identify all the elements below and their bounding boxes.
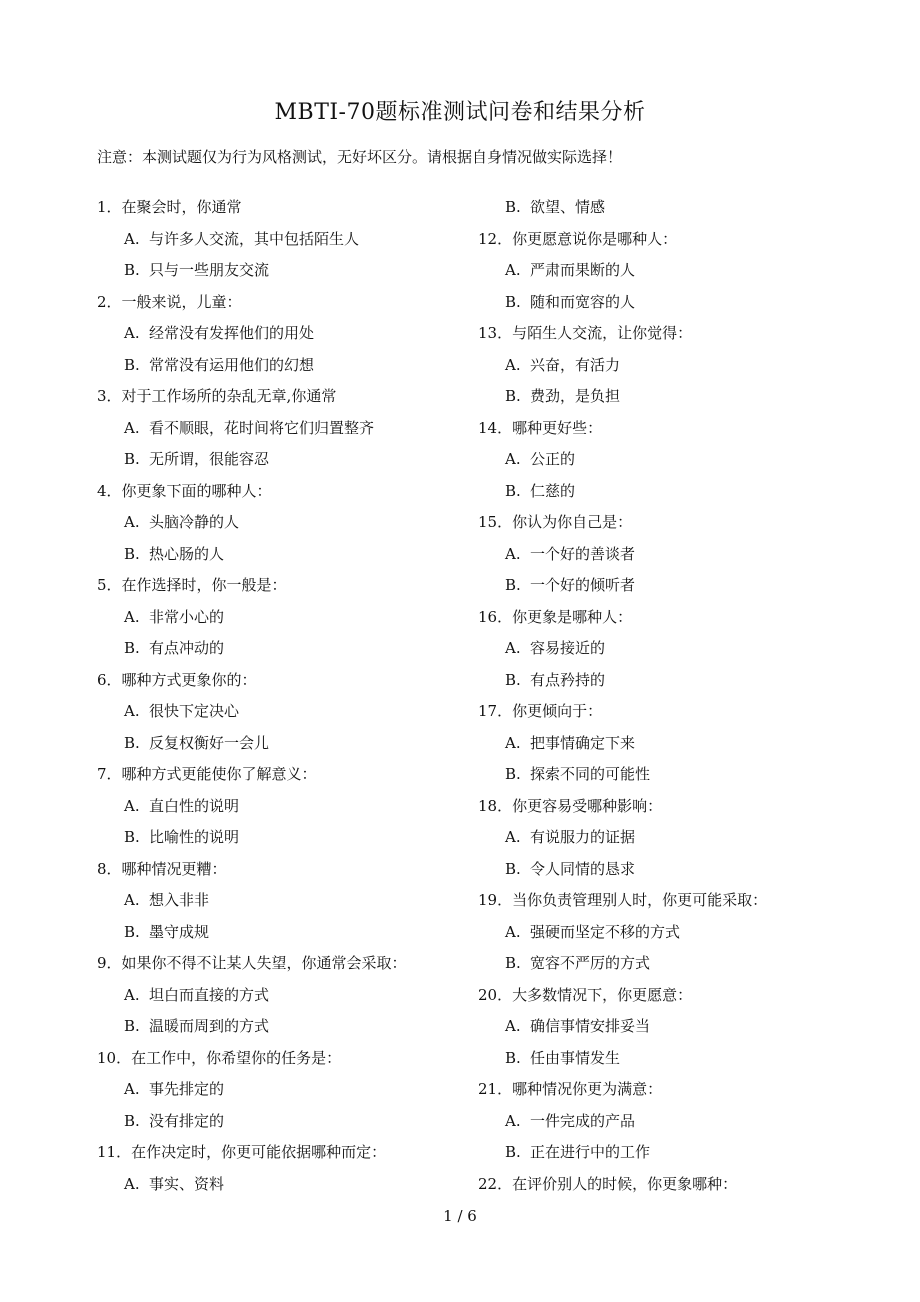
option-text: 确信事情安排妥当 bbox=[530, 1017, 651, 1035]
option-letter: B. bbox=[505, 1048, 521, 1067]
question-item bbox=[478, 413, 767, 445]
option-text: 任由事情发生 bbox=[530, 1048, 621, 1067]
option-text: 反复权衡好一会儿 bbox=[149, 733, 270, 752]
question-text: 在工作中，你希望你的任务是： bbox=[131, 1048, 342, 1067]
question-number: 12． bbox=[478, 229, 513, 248]
option-letter: A. bbox=[505, 544, 521, 563]
answer-option bbox=[97, 1011, 407, 1043]
option-text: 令人同情的恳求 bbox=[530, 859, 636, 878]
answer-option bbox=[478, 633, 767, 665]
option-text: 一个好的善谈者 bbox=[530, 544, 636, 563]
option-letter: B. bbox=[124, 639, 140, 657]
answer-option bbox=[97, 350, 407, 382]
question-text: 一般来说，儿童： bbox=[121, 292, 242, 311]
answer-option bbox=[97, 413, 407, 445]
answer-option bbox=[97, 917, 407, 949]
option-text: 随和而宽容的人 bbox=[530, 292, 636, 311]
option-letter: A. bbox=[505, 450, 521, 468]
answer-option bbox=[97, 885, 407, 917]
answer-option bbox=[478, 192, 767, 224]
question-text: 你更容易受哪种影响： bbox=[512, 796, 663, 815]
answer-option bbox=[97, 1106, 407, 1138]
answer-option bbox=[478, 728, 767, 760]
question-item bbox=[478, 1169, 767, 1201]
question-text: 哪种方式更象你的： bbox=[121, 670, 257, 689]
option-text: 一个好的倾听者 bbox=[530, 576, 636, 594]
option-letter: A. bbox=[505, 1017, 521, 1035]
question-item bbox=[97, 570, 407, 602]
option-letter: A. bbox=[505, 828, 521, 846]
answer-option bbox=[478, 1043, 767, 1075]
answer-option bbox=[478, 854, 767, 886]
answer-option bbox=[478, 381, 767, 413]
question-text: 哪种更好些： bbox=[512, 418, 603, 437]
question-number: 14． bbox=[478, 418, 513, 437]
option-letter: B. bbox=[505, 859, 521, 878]
option-letter: A. bbox=[124, 1174, 140, 1193]
answer-option bbox=[97, 696, 407, 728]
question-item bbox=[97, 948, 407, 980]
question-text: 你更倾向于： bbox=[512, 702, 603, 720]
option-text: 想入非非 bbox=[149, 891, 210, 909]
question-number: 8． bbox=[97, 859, 122, 878]
question-item bbox=[97, 1137, 407, 1169]
option-text: 有点矜持的 bbox=[530, 670, 606, 689]
question-item bbox=[97, 854, 407, 886]
option-letter: A. bbox=[124, 229, 140, 248]
question-column-left bbox=[97, 192, 407, 1200]
question-text: 哪种情况你更为满意： bbox=[512, 1080, 663, 1098]
question-text: 大多数情况下，你更愿意： bbox=[512, 985, 693, 1004]
answer-option bbox=[97, 318, 407, 350]
question-text: 对于工作场所的杂乱无章,你通常 bbox=[121, 387, 337, 405]
option-letter: A. bbox=[124, 513, 140, 531]
option-text: 热心肠的人 bbox=[149, 544, 225, 563]
option-text: 比喻性的说明 bbox=[149, 828, 240, 846]
question-text: 在作决定时，你更可能依据哪种而定： bbox=[131, 1143, 387, 1161]
question-text: 如果你不得不让某人失望，你通常会采取： bbox=[121, 954, 407, 972]
question-item bbox=[478, 318, 767, 350]
option-letter: B. bbox=[505, 198, 521, 216]
question-text: 你更象下面的哪种人： bbox=[121, 481, 272, 500]
question-item bbox=[97, 759, 407, 791]
option-letter: A. bbox=[505, 639, 521, 657]
answer-option bbox=[97, 728, 407, 760]
answer-option bbox=[478, 444, 767, 476]
option-letter: A. bbox=[505, 922, 521, 941]
option-letter: B. bbox=[505, 481, 521, 500]
answer-option bbox=[478, 570, 767, 602]
option-letter: A. bbox=[124, 891, 140, 909]
option-letter: B. bbox=[505, 954, 521, 972]
question-item bbox=[97, 665, 407, 697]
option-text: 与许多人交流，其中包括陌生人 bbox=[149, 229, 360, 248]
option-text: 容易接近的 bbox=[530, 639, 606, 657]
option-text: 事实、资料 bbox=[149, 1174, 225, 1193]
option-letter: B. bbox=[505, 387, 521, 405]
option-letter: A. bbox=[505, 355, 521, 374]
answer-option bbox=[97, 1074, 407, 1106]
question-text: 哪种方式更能使你了解意义： bbox=[121, 765, 317, 783]
option-letter: B. bbox=[505, 576, 521, 594]
question-item bbox=[97, 381, 407, 413]
option-text: 坦白而直接的方式 bbox=[149, 985, 270, 1004]
option-letter: B. bbox=[124, 450, 140, 468]
option-text: 有说服力的证据 bbox=[530, 828, 636, 846]
answer-option bbox=[478, 665, 767, 697]
answer-option bbox=[97, 507, 407, 539]
question-number: 3． bbox=[97, 387, 122, 405]
question-text: 当你负责管理别人时，你更可能采取： bbox=[512, 891, 768, 909]
answer-option bbox=[97, 539, 407, 571]
option-letter: A. bbox=[124, 796, 140, 815]
option-letter: B. bbox=[124, 828, 140, 846]
question-number: 4． bbox=[97, 481, 122, 500]
option-text: 常常没有运用他们的幻想 bbox=[149, 355, 315, 374]
instruction-note: 注意：本测试题仅为行为风格测试，无好坏区分。请根据自身情况做实际选择！ bbox=[97, 148, 623, 166]
answer-option bbox=[478, 948, 767, 980]
question-item bbox=[478, 885, 767, 917]
answer-option bbox=[478, 476, 767, 508]
answer-option bbox=[478, 350, 767, 382]
question-item bbox=[478, 791, 767, 823]
option-text: 只与一些朋友交流 bbox=[149, 261, 270, 279]
option-letter: A. bbox=[124, 324, 140, 342]
question-text: 在作选择时，你一般是： bbox=[121, 576, 287, 594]
option-text: 一件完成的产品 bbox=[530, 1111, 636, 1130]
question-item bbox=[478, 980, 767, 1012]
option-text: 正在进行中的工作 bbox=[530, 1143, 651, 1161]
answer-option bbox=[97, 633, 407, 665]
option-text: 兴奋，有活力 bbox=[530, 355, 621, 374]
option-text: 仁慈的 bbox=[530, 481, 576, 500]
option-text: 无所谓，很能容忍 bbox=[149, 450, 270, 468]
option-letter: A. bbox=[124, 985, 140, 1004]
answer-option bbox=[478, 759, 767, 791]
question-number: 5． bbox=[97, 576, 122, 594]
option-letter: B. bbox=[124, 922, 140, 941]
answer-option bbox=[97, 980, 407, 1012]
option-text: 把事情确定下来 bbox=[530, 733, 636, 752]
question-item bbox=[97, 476, 407, 508]
question-text: 你认为你自己是： bbox=[512, 513, 633, 531]
answer-option bbox=[478, 539, 767, 571]
option-letter: B. bbox=[124, 1017, 140, 1035]
option-letter: B. bbox=[505, 765, 521, 783]
option-text: 费劲，是负担 bbox=[530, 387, 621, 405]
answer-option bbox=[478, 1011, 767, 1043]
answer-option bbox=[478, 822, 767, 854]
option-letter: A. bbox=[124, 607, 140, 626]
option-text: 欲望、情感 bbox=[530, 198, 606, 216]
option-letter: B. bbox=[124, 355, 140, 374]
question-number: 13． bbox=[478, 324, 513, 342]
question-item bbox=[97, 1043, 407, 1075]
option-text: 强硬而坚定不移的方式 bbox=[530, 922, 681, 941]
option-text: 看不顺眼，花时间将它们归置整齐 bbox=[149, 418, 375, 437]
question-number: 20． bbox=[478, 985, 513, 1004]
option-text: 头脑冷静的人 bbox=[149, 513, 240, 531]
option-letter: B. bbox=[124, 1111, 140, 1130]
option-text: 宽容不严厉的方式 bbox=[530, 954, 651, 972]
answer-option bbox=[97, 791, 407, 823]
option-letter: A. bbox=[124, 418, 140, 437]
question-number: 7． bbox=[97, 765, 122, 783]
option-letter: A. bbox=[124, 702, 140, 720]
option-letter: B. bbox=[505, 670, 521, 689]
question-item bbox=[478, 507, 767, 539]
question-text: 在评价别人的时候，你更象哪种： bbox=[512, 1174, 738, 1193]
option-text: 公正的 bbox=[530, 450, 576, 468]
answer-option bbox=[478, 287, 767, 319]
question-item bbox=[478, 696, 767, 728]
option-letter: A. bbox=[505, 733, 521, 752]
option-text: 温暖而周到的方式 bbox=[149, 1017, 270, 1035]
option-letter: B. bbox=[505, 1143, 521, 1161]
question-number: 22． bbox=[478, 1174, 513, 1193]
option-text: 严肃而果断的人 bbox=[530, 261, 636, 279]
question-number: 2． bbox=[97, 292, 122, 311]
question-item bbox=[97, 287, 407, 319]
question-number: 15． bbox=[478, 513, 513, 531]
answer-option bbox=[97, 444, 407, 476]
option-letter: B. bbox=[124, 261, 140, 279]
page-number: 1 / 6 bbox=[443, 1207, 477, 1225]
option-letter: A. bbox=[505, 261, 521, 279]
question-text: 哪种情况更糟： bbox=[121, 859, 227, 878]
question-number: 17． bbox=[478, 702, 513, 720]
option-text: 经常没有发挥他们的用处 bbox=[149, 324, 315, 342]
question-number: 16． bbox=[478, 607, 513, 626]
answer-option bbox=[97, 224, 407, 256]
option-letter: A. bbox=[505, 1111, 521, 1130]
question-item bbox=[478, 602, 767, 634]
question-column-right bbox=[478, 192, 767, 1200]
question-item bbox=[97, 192, 407, 224]
document-title: MBTI-70题标准测试问卷和结果分析 bbox=[274, 100, 646, 125]
option-letter: A. bbox=[124, 1080, 140, 1098]
option-text: 很快下定决心 bbox=[149, 702, 240, 720]
option-text: 非常小心的 bbox=[149, 607, 225, 626]
question-text: 与陌生人交流，让你觉得： bbox=[512, 324, 693, 342]
question-number: 9． bbox=[97, 954, 122, 972]
option-letter: B. bbox=[505, 292, 521, 311]
answer-option bbox=[478, 1137, 767, 1169]
question-text: 你更象是哪种人： bbox=[512, 607, 633, 626]
option-text: 探索不同的可能性 bbox=[530, 765, 651, 783]
answer-option bbox=[97, 602, 407, 634]
answer-option bbox=[97, 1169, 407, 1201]
question-number: 1． bbox=[97, 198, 122, 216]
question-number: 18． bbox=[478, 796, 513, 815]
answer-option bbox=[478, 255, 767, 287]
answer-option bbox=[478, 1106, 767, 1138]
question-item bbox=[478, 1074, 767, 1106]
question-text: 你更愿意说你是哪种人： bbox=[512, 229, 678, 248]
answer-option bbox=[97, 255, 407, 287]
question-number: 6． bbox=[97, 670, 122, 689]
option-letter: B. bbox=[124, 733, 140, 752]
question-item bbox=[478, 224, 767, 256]
answer-option bbox=[97, 822, 407, 854]
question-number: 11． bbox=[97, 1143, 132, 1161]
option-text: 墨守成规 bbox=[149, 922, 210, 941]
question-number: 21． bbox=[478, 1080, 513, 1098]
option-text: 直白性的说明 bbox=[149, 796, 240, 815]
answer-option bbox=[478, 917, 767, 949]
question-number: 19． bbox=[478, 891, 513, 909]
option-letter: B. bbox=[124, 544, 140, 563]
question-number: 10． bbox=[97, 1048, 132, 1067]
option-text: 事先排定的 bbox=[149, 1080, 225, 1098]
question-text: 在聚会时，你通常 bbox=[121, 198, 242, 216]
option-text: 没有排定的 bbox=[149, 1111, 225, 1130]
option-text: 有点冲动的 bbox=[149, 639, 225, 657]
